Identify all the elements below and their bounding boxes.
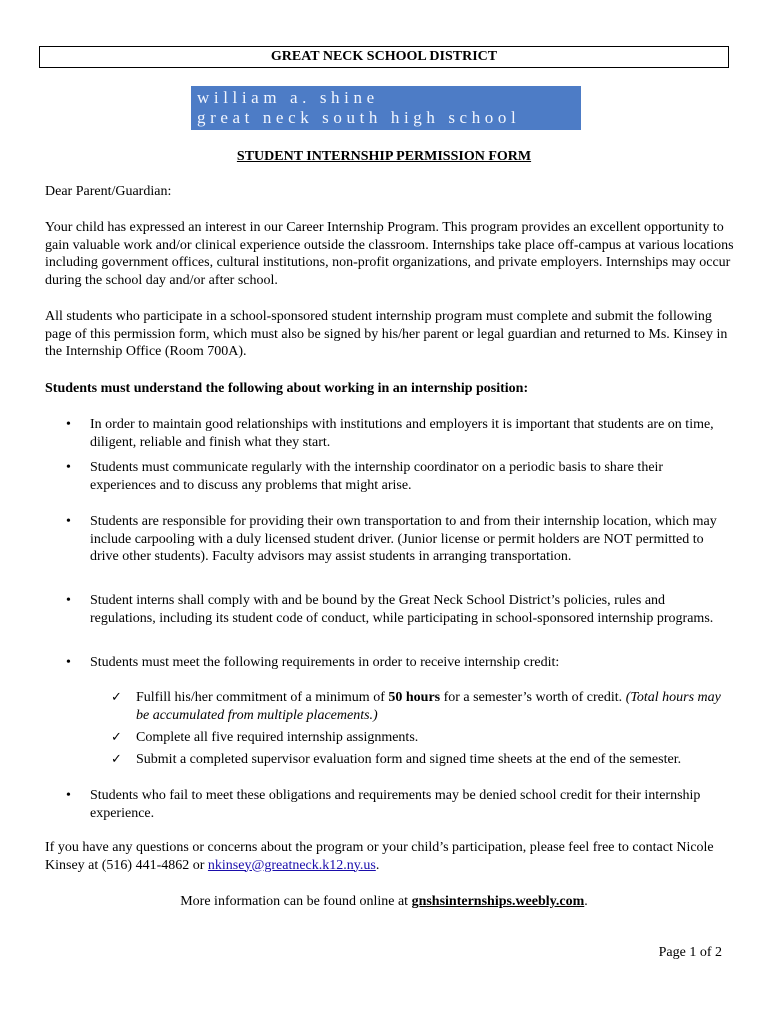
website-link[interactable]: gnshsinternships.weebly.com: [411, 894, 585, 909]
banner-line-2: great neck south high school: [197, 108, 521, 127]
participation-paragraph: All students who participate in a school-sponsored student internship program must complete and submit the following page of this permission form, which must also be signed by his/her parent or legal guardian and returned to Ms. Kinsey in the Internship Office (Room 700A).: [45, 309, 728, 359]
salutation: Dear Parent/Guardian:: [45, 184, 172, 199]
requirement-evaluation: Submit a completed supervisor evaluation form and signed time sheets at the end of the semester.: [136, 752, 682, 767]
page-number: Page 1 of 2: [658, 945, 722, 960]
bullet-marker: •: [66, 655, 71, 670]
requirement-hours-mid: for a semester’s worth of credit.: [440, 690, 626, 705]
requirements-heading: Students must understand the following about working in an internship position:: [45, 381, 529, 396]
more-info-end: .: [584, 894, 588, 909]
bullet-item-relationships: In order to maintain good relationships with institutions and employers it is important that students are on time, diligent, reliable and finish what they start.: [90, 417, 714, 450]
school-banner-logo: [191, 86, 581, 130]
bullet-marker: •: [66, 417, 71, 432]
requirement-hours-bold: 50 hours: [388, 690, 441, 705]
contact-end: .: [375, 857, 380, 873]
requirement-hours-note: (Total hours may be accumulated from multiple placements.): [136, 690, 721, 723]
bullet-item-credit-requirements: Students must meet the following requirements in order to receive internship credit:: [90, 655, 560, 670]
bullet-marker: •: [66, 593, 71, 608]
bullet-marker: •: [66, 460, 71, 475]
bullet-item-compliance: Student interns shall comply with and be bound by the Great Neck School District’s policies, rules and regulations, including its student code of conduct, while participating in school-sponsored internship programs.: [90, 593, 714, 626]
requirement-assignments: Complete all five required internship assignments.: [136, 730, 419, 745]
checkmark-icon: ✓: [111, 690, 122, 705]
contact-email-link[interactable]: nkinsey@greatneck.k12.ny.us: [207, 857, 376, 873]
bullet-item-communicate: Students must communicate regularly with the internship coordinator on a periodic basis to share their experiences and to discuss any problems that might arise.: [90, 460, 664, 493]
checkmark-icon: ✓: [111, 730, 122, 745]
intro-paragraph: Your child has expressed an interest in our Career Internship Program. This program provides an excellent opportunity to gain valuable work and/or clinical experience outside the classroom. Internships take place off-campus at various locations including government offices, cultural institutions, non-profit organizations, and private employers. Internships may occur during the school day and/or after school.: [45, 220, 734, 288]
requirement-hours-pre: Fulfill his/her commitment of a minimum of: [136, 690, 389, 705]
district-header: GREAT NECK SCHOOL DISTRICT: [39, 46, 729, 68]
bullet-marker: •: [66, 788, 71, 803]
form-title: STUDENT INTERNSHIP PERMISSION FORM: [236, 149, 532, 164]
contact-paragraph: [45, 839, 735, 874]
bullet-item-denial: Students who fail to meet these obligations and requirements may be denied school credit for their internship experience.: [90, 788, 701, 821]
more-info-text: More information can be found online at: [180, 894, 412, 909]
bullet-item-transportation: Students are responsible for providing their own transportation to and from their internship location, which may include carpooling with a duly licensed student driver. (Junior license or permit holders are NOT permitted to drive other students). Faculty advisors may assist students in arranging transportation.: [90, 514, 717, 564]
checkmark-icon: ✓: [111, 752, 122, 767]
contact-text: If you have any questions or concerns about the program or your child’s participation, please feel free to contact Nicole Kinsey at (516) 441-4862 or: [45, 840, 714, 873]
requirement-hours: [136, 689, 736, 724]
banner-line-1: william a. shine: [197, 88, 379, 107]
bullet-marker: •: [66, 514, 71, 529]
more-info-line: [0, 893, 768, 911]
